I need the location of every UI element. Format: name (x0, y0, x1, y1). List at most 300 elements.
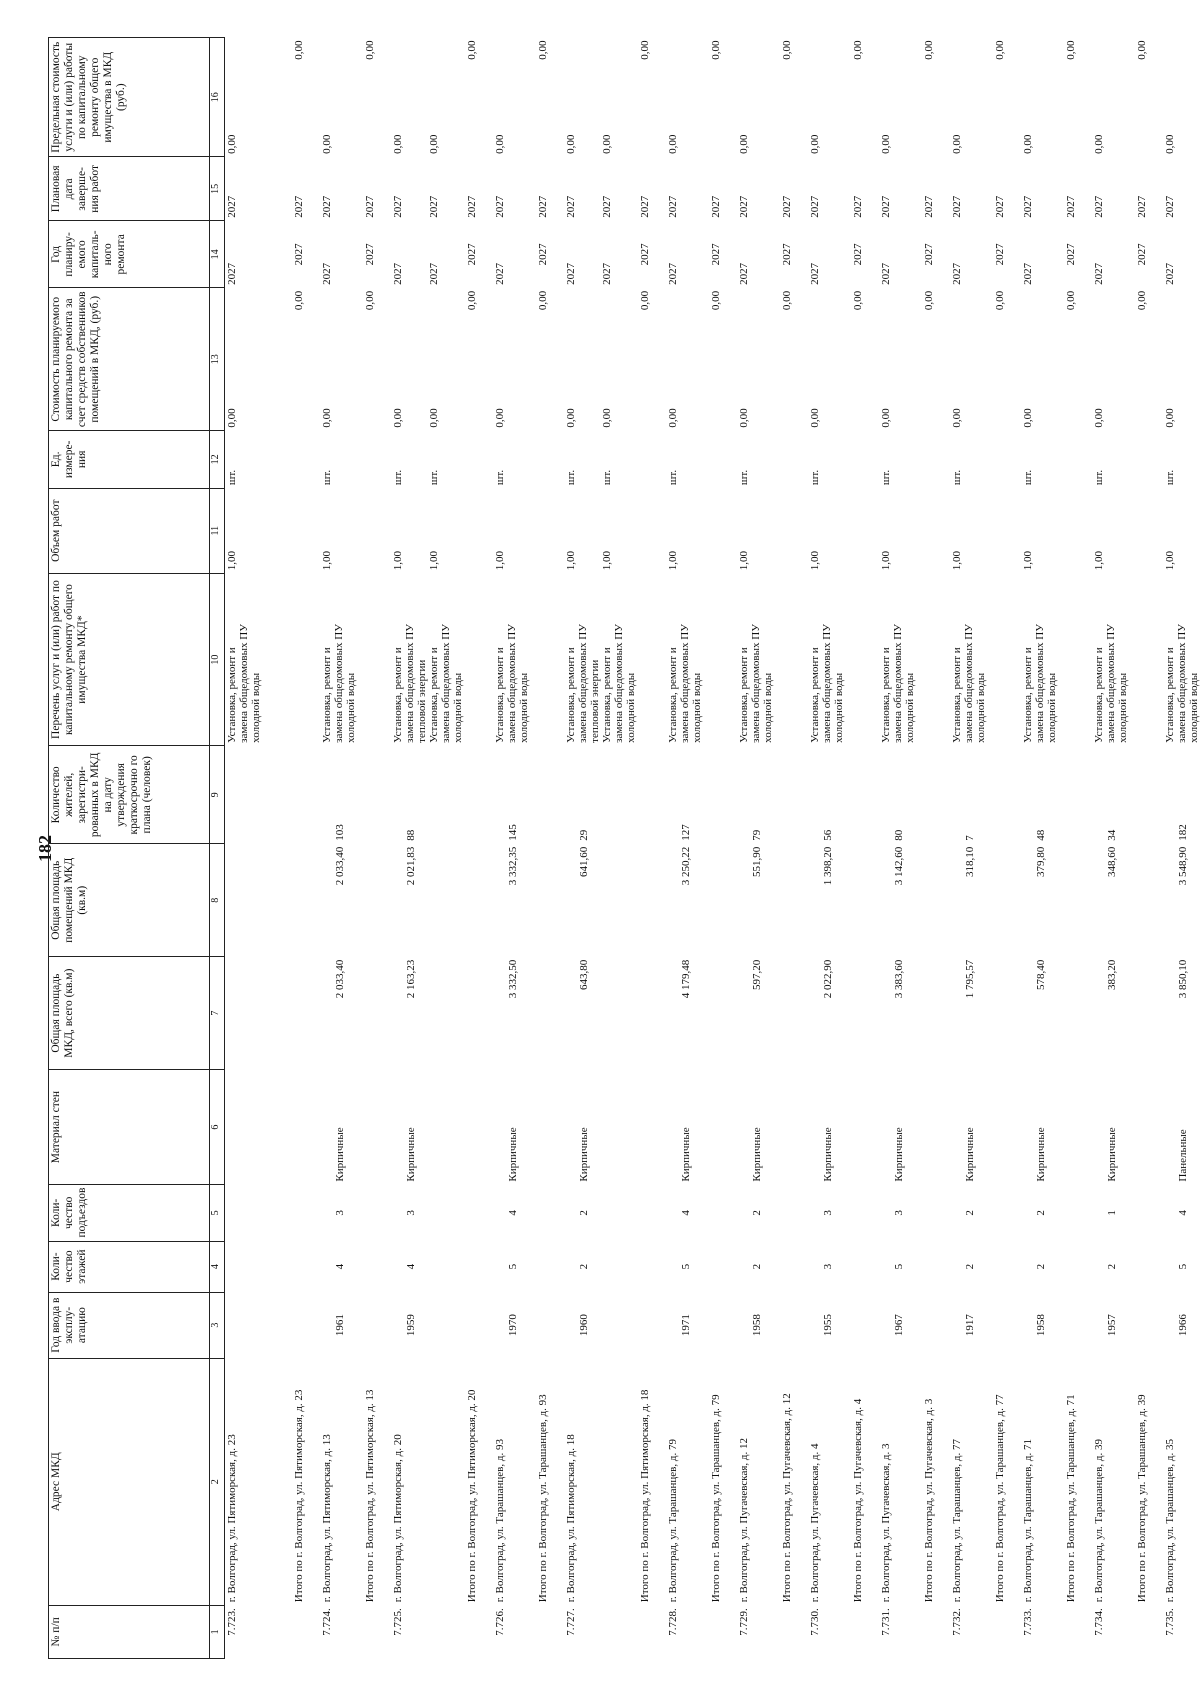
total-row (922, 38, 950, 1659)
address: г. Волгоград, ул. Тарашанцев, д. 35 (1164, 1439, 1176, 1603)
completion-date: 2027 (951, 195, 963, 218)
column-number: 15 (210, 157, 225, 221)
table-row (391, 38, 465, 1659)
total-label: Итого по г. Волгоград, ул. Пятиморская, д. 13 (364, 1389, 376, 1603)
works-list: Установка, ремонт и замена общедомовых ПУ холодной воды (667, 624, 703, 743)
wall-material: Кирпичные (507, 1127, 519, 1182)
total-completion-date: 2027 (781, 195, 793, 218)
plan-year: 2027 (809, 262, 821, 285)
floors (225, 1241, 293, 1292)
total-limit-cost: 0,00 (852, 40, 864, 60)
entrances: 3 (334, 1210, 346, 1216)
work-volume: 1,00 1,00 (565, 551, 613, 571)
floors: 5 (507, 1263, 519, 1270)
limit-cost: 0,00 (321, 134, 333, 154)
plan-year: 2027 (1093, 262, 1105, 285)
total-cost: 0,00 (1065, 290, 1077, 311)
table-row (225, 38, 293, 1659)
total-area: 383,20 (1106, 959, 1118, 990)
rooms-area: 551,90 (751, 846, 763, 878)
residents: 56 (822, 829, 834, 841)
total-plan-year: 2027 (994, 243, 1006, 266)
total-label: Итого по г. Волгоград, ул. Тарашанцев, д. 79 (710, 1394, 722, 1603)
commission-year: 1970 (507, 1314, 519, 1337)
planned-cost: 0,00 (494, 408, 506, 428)
header-cell: Материал стен (49, 1070, 210, 1185)
completion-date: 2027 (809, 195, 821, 218)
total-cost: 0,00 (466, 290, 478, 311)
plan-year: 2027 (494, 262, 506, 285)
unit: шт. (226, 469, 238, 486)
header-cell: Общая площадь помещений МКД (кв.м) (49, 844, 210, 957)
total-cost: 0,00 (923, 290, 935, 311)
entrances: 4 (1177, 1210, 1189, 1216)
wall-material: Кирпичные (405, 1127, 417, 1182)
commission-year (225, 1292, 293, 1358)
total-limit-cost: 0,00 (1065, 40, 1077, 60)
table-row (879, 38, 922, 1659)
column-number: 3 (210, 1292, 225, 1358)
total-cost: 0,00 (710, 290, 722, 311)
total-plan-year: 2027 (293, 243, 305, 266)
total-plan-year: 2027 (466, 243, 478, 266)
planned-cost: 0,00 (1022, 408, 1034, 428)
column-number: 7 (210, 957, 225, 1070)
total-area: 2 022,90 (822, 959, 834, 999)
plan-year: 2027 (667, 262, 679, 285)
address: г. Волгоград, ул. Тарашанцев, д. 79 (667, 1439, 679, 1603)
floors: 5 (893, 1263, 905, 1270)
total-completion-date: 2027 (923, 195, 935, 218)
entrances: 3 (822, 1210, 834, 1216)
table-row (808, 38, 851, 1659)
row-number: 7.733. (1022, 1608, 1034, 1636)
residents: 88 (405, 829, 417, 841)
completion-date: 2027 (226, 195, 238, 218)
address: г. Волгоград, ул. Пугачевская, д. 3 (880, 1443, 892, 1603)
wall-material: Кирпичные (1106, 1127, 1118, 1182)
limit-cost: 0,00 (494, 134, 506, 154)
work-volume: 1,00 (494, 551, 506, 571)
column-number: 10 (210, 573, 225, 746)
residents: 103 (334, 824, 346, 841)
total-plan-year: 2027 (1065, 243, 1077, 266)
total-completion-date: 2027 (710, 195, 722, 218)
header-cell: Объем работ (49, 488, 210, 573)
total-area (225, 957, 293, 1070)
floors: 4 (405, 1263, 417, 1270)
column-number-row (210, 38, 225, 1659)
total-limit-cost: 0,00 (639, 40, 651, 60)
entrances: 2 (964, 1210, 976, 1216)
rooms-area: 379,80 (1035, 846, 1047, 878)
address: г. Волгоград, ул. Тарашанцев, д. 77 (951, 1439, 963, 1603)
total-cost: 0,00 (1136, 290, 1148, 311)
table-row (950, 38, 993, 1659)
total-limit-cost: 0,00 (466, 40, 478, 60)
wall-material (225, 1070, 293, 1185)
plan-year: 2027 2027 (392, 262, 440, 285)
commission-year: 1958 (751, 1314, 763, 1337)
total-area: 3 332,50 (507, 959, 519, 999)
header-cell: № п/п (49, 1605, 210, 1658)
plan-year: 2027 2027 (565, 262, 613, 285)
planned-cost: 0,00 (951, 408, 963, 428)
table-row (493, 38, 536, 1659)
total-limit-cost: 0,00 (923, 40, 935, 60)
table-row (320, 38, 363, 1659)
column-number: 16 (210, 38, 225, 157)
wall-material: Кирпичные (680, 1127, 692, 1182)
total-completion-date: 2027 (1065, 195, 1077, 218)
commission-year: 1967 (893, 1314, 905, 1337)
row-number: 7.730. (809, 1608, 821, 1636)
completion-date: 2027 (1164, 195, 1176, 218)
wall-material: Кирпичные (1035, 1127, 1047, 1182)
row-number: 7.726. (494, 1608, 506, 1636)
work-volume: 1,00 (809, 551, 821, 571)
total-cost: 0,00 (364, 290, 376, 311)
header-cell: Коли-чество подъездов (49, 1185, 210, 1241)
plan-year: 2027 (738, 262, 750, 285)
work-volume: 1,00 (1022, 551, 1034, 571)
total-plan-year: 2027 (852, 243, 864, 266)
row-number: 7.723. (226, 1608, 238, 1636)
planned-cost: 0,00 (321, 408, 333, 428)
total-area: 643,80 (578, 959, 590, 990)
row-number: 7.725. (392, 1608, 404, 1636)
work-volume: 1,00 (321, 551, 333, 571)
address: г. Волгоград, ул. Пятиморская, д. 13 (321, 1434, 333, 1603)
total-completion-date: 2027 (537, 195, 549, 218)
floors: 4 (334, 1263, 346, 1270)
commission-year: 1960 (578, 1314, 590, 1337)
commission-year: 1955 (822, 1314, 834, 1337)
total-limit-cost: 0,00 (710, 40, 722, 60)
total-area: 3 850,10 (1177, 959, 1189, 999)
rooms-area: 1 398,20 (822, 846, 834, 886)
entrances: 4 (680, 1210, 692, 1216)
works-list: Установка, ремонт и замена общедомовых ПУ холодной воды (1164, 624, 1200, 743)
total-plan-year: 2027 (923, 243, 935, 266)
planned-cost: 0,00 (667, 408, 679, 428)
unit: шт. (880, 469, 892, 486)
table-row (1163, 38, 1200, 1659)
unit: шт. шт. (565, 469, 613, 486)
completion-date: 2027 (667, 195, 679, 218)
address: г. Волгоград, ул. Пятиморская, д. 18 (565, 1434, 577, 1603)
residents: 48 (1035, 829, 1047, 841)
address: г. Волгоград, ул. Пятиморская, д. 23 (226, 1434, 238, 1603)
header-cell: Ед. измере-ния (49, 431, 210, 489)
residents: 29 (578, 829, 590, 841)
total-row (1135, 38, 1163, 1659)
residents: 145 (507, 824, 519, 841)
table-row (1021, 38, 1064, 1659)
works-list: Установка, ремонт и замена общедомовых ПУ холодной воды (494, 624, 530, 743)
completion-date: 2027 2027 (392, 195, 440, 218)
commission-year: 1959 (405, 1314, 417, 1337)
total-completion-date: 2027 (364, 195, 376, 218)
total-cost: 0,00 (639, 290, 651, 311)
work-volume: 1,00 (951, 551, 963, 571)
unit: шт. (809, 469, 821, 486)
header-cell: Количество жителей, зарегистри-рованных в МКД на дату утверждения краткосрочно го плана (человек) (49, 746, 210, 844)
completion-date: 2027 (494, 195, 506, 218)
total-cost: 0,00 (852, 290, 864, 311)
plan-year: 2027 (951, 262, 963, 285)
unit: шт. (321, 469, 333, 486)
entrances: 3 (893, 1210, 905, 1216)
rooms-area: 348,60 (1106, 846, 1118, 878)
unit: шт. (1093, 469, 1105, 486)
column-number: 6 (210, 1070, 225, 1185)
total-plan-year: 2027 (710, 243, 722, 266)
limit-cost: 0,00 (951, 134, 963, 154)
row-number: 7.734. (1093, 1608, 1105, 1636)
total-area: 2 163,23 (405, 959, 417, 999)
residents: 80 (893, 829, 905, 841)
plan-year: 2027 (226, 262, 238, 285)
commission-year: 1961 (334, 1314, 346, 1337)
total-label: Итого по г. Волгоград, ул. Тарашанцев, д. 39 (1136, 1394, 1148, 1603)
floors: 2 (578, 1263, 590, 1270)
works-list: Установка, ремонт и замена общедомовых ПУ холодной воды (951, 624, 987, 743)
total-label: Итого по г. Волгоград, ул. Пугачевская, д. 3 (923, 1398, 935, 1603)
column-number: 2 (210, 1358, 225, 1605)
wall-material: Кирпичные (893, 1127, 905, 1182)
floors: 5 (1177, 1263, 1189, 1270)
header-cell: Коли-чество этажей (49, 1241, 210, 1292)
planned-cost: 0,00 0,00 (565, 408, 613, 428)
address: г. Волгоград, ул. Пугачевская, д. 4 (809, 1443, 821, 1603)
total-area: 597,20 (751, 959, 763, 990)
total-area: 578,40 (1035, 959, 1047, 990)
total-completion-date: 2027 (1136, 195, 1148, 218)
header-cell: Общая площадь МКД, всего (кв.м) (49, 957, 210, 1070)
entrances: 3 (405, 1210, 417, 1216)
limit-cost: 0,00 (1022, 134, 1034, 154)
total-completion-date: 2027 (639, 195, 651, 218)
total-row (363, 38, 391, 1659)
address: г. Волгоград, ул. Тарашанцев, д. 93 (494, 1439, 506, 1603)
total-plan-year: 2027 (781, 243, 793, 266)
total-area: 3 383,60 (893, 959, 905, 999)
header-cell: Предельная стоимость услуги и (или) работы по капитальному ремонту общего имущества в МКД (руб.) (49, 38, 210, 157)
works-list: Установка, ремонт и замена общедомовых ПУ холодной воды (738, 624, 774, 743)
work-volume: 1,00 (880, 551, 892, 571)
wall-material: Кирпичные (578, 1127, 590, 1182)
total-limit-cost: 0,00 (364, 40, 376, 60)
limit-cost: 0,00 (738, 134, 750, 154)
header-cell: Адрес МКД (49, 1358, 210, 1605)
work-volume: 1,00 (226, 551, 238, 571)
table-row (666, 38, 709, 1659)
total-completion-date: 2027 (466, 195, 478, 218)
planned-cost: 0,00 (809, 408, 821, 428)
planned-cost: 0,00 (738, 408, 750, 428)
total-row (1064, 38, 1092, 1659)
works-list: Установка, ремонт и замена общедомовых ПУ холодной воды (226, 624, 262, 743)
total-completion-date: 2027 (293, 195, 305, 218)
rooms-area: 2 021,83 (405, 846, 417, 886)
address: г. Волгоград, ул. Тарашанцев, д. 71 (1022, 1439, 1034, 1603)
table-header-row (49, 38, 210, 1659)
total-completion-date: 2027 (994, 195, 1006, 218)
total-label: Итого по г. Волгоград, ул. Тарашанцев, д. 93 (537, 1394, 549, 1603)
completion-date: 2027 (1093, 195, 1105, 218)
works-list: Установка, ремонт и замена общедомовых ПУ холодной воды (809, 624, 845, 743)
row-number: 7.735. (1164, 1608, 1176, 1636)
total-limit-cost: 0,00 (1136, 40, 1148, 60)
total-limit-cost: 0,00 (293, 40, 305, 60)
column-number: 5 (210, 1185, 225, 1241)
header-cell: Стоимость планируемого капитального ремонта за счет средств собственников помещений в МКД, (руб.) (49, 288, 210, 431)
limit-cost: 0,00 (809, 134, 821, 154)
total-area: 2 033,40 (334, 959, 346, 999)
total-plan-year: 2027 (639, 243, 651, 266)
rooms-area: 641,60 (578, 846, 590, 878)
planned-cost: 0,00 0,00 (392, 408, 440, 428)
floors: 3 (822, 1263, 834, 1270)
table-row (1092, 38, 1135, 1659)
column-number: 9 (210, 746, 225, 844)
works-list: Установка, ремонт и замена общедомовых ПУ холодной воды (1093, 624, 1129, 743)
unit: шт. (738, 469, 750, 486)
completion-date: 2027 (1022, 195, 1034, 218)
entrances: 1 (1106, 1210, 1118, 1216)
work-volume: 1,00 (738, 551, 750, 571)
plan-year: 2027 (321, 262, 333, 285)
total-row (536, 38, 564, 1659)
column-number: 8 (210, 844, 225, 957)
total-label: Итого по г. Волгоград, ул. Пугачевская, д. 12 (781, 1393, 793, 1603)
completion-date: 2027 2027 (565, 195, 613, 218)
header-cell: Плановая дата заверше-ния работ (49, 157, 210, 221)
column-number: 11 (210, 488, 225, 573)
wall-material: Кирпичные (964, 1127, 976, 1182)
repair-plan-table (48, 37, 1200, 1659)
total-limit-cost: 0,00 (994, 40, 1006, 60)
column-number: 1 (210, 1605, 225, 1658)
unit: шт. (951, 469, 963, 486)
limit-cost: 0,00 (1093, 134, 1105, 154)
residents: 182 (1177, 824, 1189, 841)
total-cost: 0,00 (994, 290, 1006, 311)
commission-year: 1958 (1035, 1314, 1047, 1337)
floors: 5 (680, 1263, 692, 1270)
rooms-area: 2 033,40 (334, 846, 346, 886)
rooms-area: 3 548,90 (1177, 846, 1189, 886)
plan-year: 2027 (1164, 262, 1176, 285)
total-label: Итого по г. Волгоград, ул. Тарашанцев, д. 71 (1065, 1394, 1077, 1603)
row-number: 7.731. (880, 1608, 892, 1636)
planned-cost: 0,00 (226, 408, 238, 428)
total-row (638, 38, 666, 1659)
works-list: Установка, ремонт и замена общедомовых ПУ холодной воды (880, 624, 916, 743)
total-completion-date: 2027 (852, 195, 864, 218)
row-number: 7.729. (738, 1608, 750, 1636)
total-area: 4 179,48 (680, 959, 692, 999)
works-list: Установка, ремонт и замена общедомовых ПУ тепловой энергии Установка, ремонт и замена общедомовых ПУ холодной воды (565, 624, 637, 743)
plan-year: 2027 (1022, 262, 1034, 285)
limit-cost: 0,00 0,00 (565, 134, 613, 154)
limit-cost: 0,00 (226, 134, 238, 154)
limit-cost: 0,00 (1164, 134, 1176, 154)
column-number: 14 (210, 221, 225, 288)
entrances (225, 1185, 293, 1241)
total-row (851, 38, 879, 1659)
entrances: 2 (1035, 1210, 1047, 1216)
residents: 79 (751, 829, 763, 841)
rooms-area: 3 250,22 (680, 846, 692, 886)
table-row (737, 38, 780, 1659)
address: г. Волгоград, ул. Пугачевская, д. 12 (738, 1438, 750, 1603)
floors: 2 (1106, 1263, 1118, 1270)
row-number: 7.728. (667, 1608, 679, 1636)
total-row (709, 38, 737, 1659)
row-number: 7.727. (565, 1608, 577, 1636)
plan-year: 2027 (880, 262, 892, 285)
address: г. Волгоград, ул. Пятиморская, д. 20 (392, 1434, 404, 1603)
total-row (993, 38, 1021, 1659)
total-label: Итого по г. Волгоград, ул. Пятиморская, д. 23 (293, 1389, 305, 1603)
total-label: Итого по г. Волгоград, ул. Пятиморская, д. 18 (639, 1389, 651, 1603)
table-row (564, 38, 638, 1659)
total-plan-year: 2027 (1136, 243, 1148, 266)
commission-year: 1971 (680, 1314, 692, 1337)
rooms-area (225, 844, 293, 957)
commission-year: 1917 (964, 1314, 976, 1337)
header-cell: Год планиру-емого капиталь-ного ремонта (49, 221, 210, 288)
total-plan-year: 2027 (364, 243, 376, 266)
residents (225, 746, 293, 844)
row-number: 7.732. (951, 1608, 963, 1636)
total-cost: 0,00 (293, 290, 305, 311)
residents: 127 (680, 824, 692, 841)
floors: 2 (751, 1263, 763, 1270)
total-row (780, 38, 808, 1659)
work-volume: 1,00 1,00 (392, 551, 440, 571)
work-volume: 1,00 (667, 551, 679, 571)
floors: 2 (964, 1263, 976, 1270)
unit: шт. (667, 469, 679, 486)
planned-cost: 0,00 (1093, 408, 1105, 428)
work-volume: 1,00 (1164, 551, 1176, 571)
rooms-area: 318,10 (964, 846, 976, 878)
wall-material: Кирпичные (751, 1127, 763, 1182)
row-number: 7.724. (321, 1608, 333, 1636)
unit: шт. (1022, 469, 1034, 486)
completion-date: 2027 (738, 195, 750, 218)
entrances: 2 (578, 1210, 590, 1216)
header-cell: Год ввода в эксплу-атацию (49, 1292, 210, 1358)
entrances: 2 (751, 1210, 763, 1216)
total-label: Итого по г. Волгоград, ул. Тарашанцев, д. 77 (994, 1394, 1006, 1603)
entrances: 4 (507, 1210, 519, 1216)
total-cost: 0,00 (781, 290, 793, 311)
column-number: 12 (210, 431, 225, 489)
commission-year: 1957 (1106, 1314, 1118, 1337)
floors: 2 (1035, 1263, 1047, 1270)
wall-material: Кирпичные (334, 1127, 346, 1182)
limit-cost: 0,00 0,00 (392, 134, 440, 154)
works-list: Установка, ремонт и замена общедомовых ПУ холодной воды (321, 624, 357, 743)
commission-year: 1966 (1177, 1314, 1189, 1337)
total-limit-cost: 0,00 (537, 40, 549, 60)
column-number: 4 (210, 1241, 225, 1292)
work-volume: 1,00 (1093, 551, 1105, 571)
